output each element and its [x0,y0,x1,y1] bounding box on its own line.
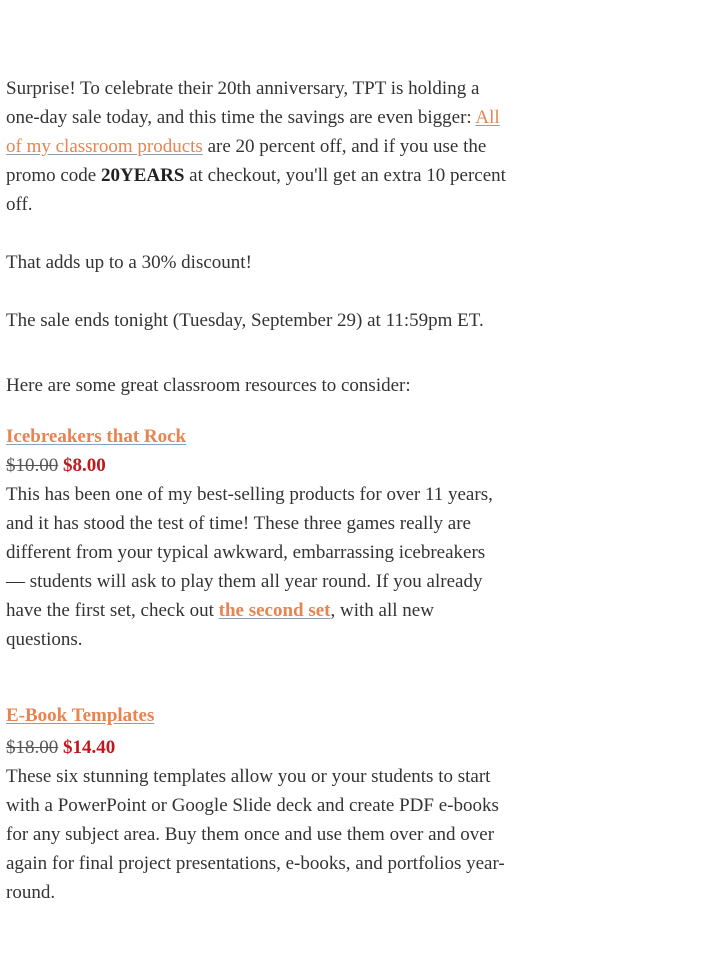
product-ebook-templates [6,701,506,907]
intro-paragraph [6,74,506,219]
intro-text-after: at checkout, you'll get an extra 10 percent off. [6,165,506,215]
product-description [6,480,506,654]
product-title-line [6,422,506,451]
intro-text-mid: are 20 percent off, and if you use the promo code [6,136,487,186]
product-title-link[interactable]: E-Book Templates [6,705,155,726]
second-set-link[interactable]: the second set [218,600,331,621]
product-title-line [6,701,506,730]
resources-intro: Here are some great classroom resources to consider: [6,375,411,396]
email-body [6,74,506,907]
price-line [6,733,506,762]
original-price: $18.00 [6,737,59,758]
product-description: These six stunning templates allow you or your students to start with a PowerPoint or Google Slide deck and create PDF e-books for any subject area. Buy them once and use them over and over again for final project presentations, e-books, and portfolios year-round. [6,766,505,903]
description-text-before: This has been one of my best-selling products for over 11 years, and it has stood the test of time! These three games really are different from your typical awkward, embarrassing icebreakers — students will ask to play them all year round. If you already have the first set, check out [6,484,493,621]
product-icebreakers [6,422,506,654]
all-products-link[interactable]: All of my classroom products [6,107,500,157]
promo-code: 20YEARS [100,165,185,186]
price-line [6,451,506,480]
intro-text-before: Surprise! To celebrate their 20th anniversary, TPT is holding a one-day sale today, and this time the savings are even bigger: [6,78,480,128]
sale-price: $14.40 [63,737,116,758]
product-title-link[interactable]: Icebreakers that Rock [6,426,187,447]
discount-summary: That adds up to a 30% discount! [6,252,252,273]
sale-price: $8.00 [63,455,106,476]
description-text-after: , with all new questions. [6,600,434,650]
original-price: $10.00 [6,455,59,476]
sale-end-notice: The sale ends tonight (Tuesday, September 29) at 11:59pm ET. [6,310,484,331]
